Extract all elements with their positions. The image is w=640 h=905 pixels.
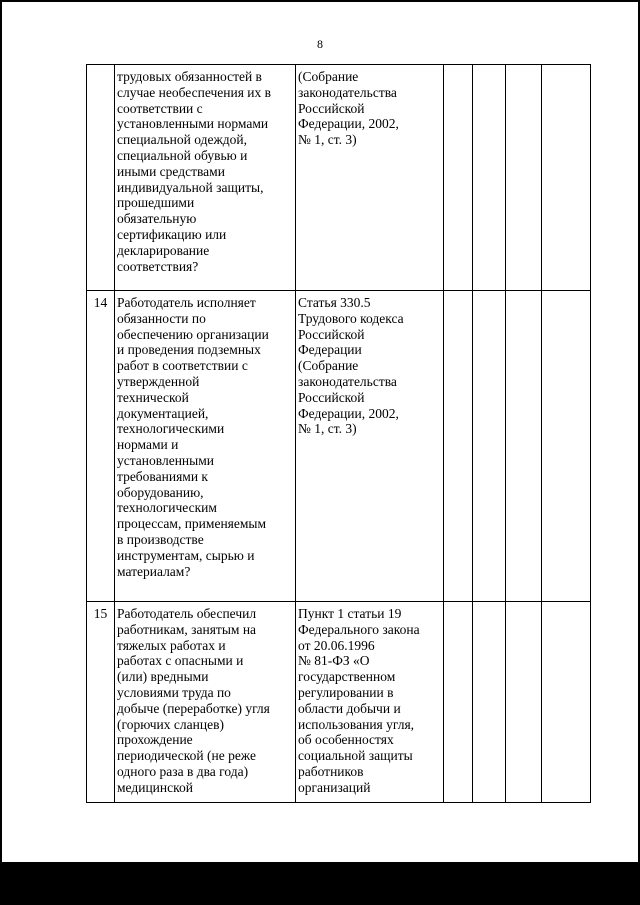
text-line: Федерации xyxy=(298,342,362,358)
text-line: Российской xyxy=(298,326,365,342)
text-line: декларирование xyxy=(117,242,210,258)
text-line: в производстве xyxy=(117,531,204,547)
text-line: Федерации, 2002, xyxy=(298,405,399,421)
text-line: работ в соответствии с xyxy=(117,358,248,374)
reference-cell xyxy=(296,291,444,602)
text-line: (Собрание xyxy=(298,358,359,374)
text-line: Работодатель исполняет xyxy=(117,295,256,310)
text-line: одного раза в два года) xyxy=(117,763,249,779)
text-line: медицинской xyxy=(117,779,193,795)
text-line: соответствия? xyxy=(117,258,199,274)
checklist-rows xyxy=(87,65,591,803)
text-line: условиями труда по xyxy=(117,684,231,700)
text-line: установленными нормами xyxy=(117,116,269,132)
text-line: требованиями к xyxy=(117,468,208,484)
text-line: от 20.06.1996 xyxy=(298,637,375,653)
text-line: (или) вредными xyxy=(117,669,209,685)
text-line: установленными xyxy=(117,452,214,468)
question-cell xyxy=(115,291,296,602)
text-line: утвержденной xyxy=(117,373,200,389)
answer-na-cell xyxy=(506,291,542,602)
text-line: сертификацию или xyxy=(117,226,227,242)
notes-cell xyxy=(542,602,591,803)
text-line: работникам, занятым на xyxy=(117,621,257,637)
text-line: добыче (переработке) угля xyxy=(117,700,270,716)
reference-cell xyxy=(296,602,444,803)
row-number xyxy=(87,65,115,291)
text-line: Российской xyxy=(298,100,365,116)
text-line: специальной одеждой, xyxy=(117,132,248,148)
text-line: тяжелых работах и xyxy=(117,637,226,653)
text-line: индивидуальной защиты, xyxy=(117,179,264,195)
text-line: прошедшими xyxy=(117,195,195,211)
row-number: 15 xyxy=(87,602,115,803)
notes-cell xyxy=(542,291,591,602)
answer-no-cell xyxy=(473,602,506,803)
answer-yes-cell xyxy=(444,65,473,291)
text-line: (горючих сланцев) xyxy=(117,716,224,732)
text-line: работников xyxy=(298,763,364,779)
text-line: Федерации, 2002, xyxy=(298,116,399,132)
text-line: организаций xyxy=(298,779,371,795)
text-line: работах с опасными и xyxy=(117,653,244,669)
text-line: № 1, ст. 3) xyxy=(298,132,357,148)
text-line: технической xyxy=(117,389,189,405)
text-line: государственном xyxy=(298,669,396,685)
text-line: периодической (не реже xyxy=(117,748,256,764)
text-line: документацией, xyxy=(117,405,209,421)
text-line: обеспечению организации xyxy=(117,326,269,342)
notes-cell xyxy=(542,65,591,291)
text-line: и проведения подземных xyxy=(117,342,261,358)
question-cell xyxy=(115,65,296,291)
text-line: процессам, применяемым xyxy=(117,516,267,532)
text-line: Статья 330.5 xyxy=(298,295,371,310)
checklist-table xyxy=(86,64,591,803)
text-line: Российской xyxy=(298,389,365,405)
text-line: технологическим xyxy=(117,500,217,516)
text-line: иными средствами xyxy=(117,163,225,179)
text-line: обязанности по xyxy=(117,310,206,326)
text-line: специальной обувью и xyxy=(117,147,248,163)
text-line: случае необеспечения их в xyxy=(117,84,272,100)
text-line: материалам? xyxy=(117,563,191,579)
row-number: 14 xyxy=(87,291,115,602)
table-row xyxy=(87,291,591,602)
table-row xyxy=(87,602,591,803)
text-line: законодательства xyxy=(298,373,397,389)
answer-no-cell xyxy=(473,291,506,602)
text-line: Работодатель обеспечил xyxy=(117,606,257,621)
text-line: № 81-ФЗ «О xyxy=(298,653,370,669)
text-line: социальной защиты xyxy=(298,748,413,764)
text-line: использования угля, xyxy=(298,716,415,732)
text-line: области добычи и xyxy=(298,700,401,716)
text-line: технологическими xyxy=(117,421,225,437)
text-line: инструментам, сырью и xyxy=(117,547,255,563)
text-line: соответствии с xyxy=(117,100,203,116)
text-line: регулировании в xyxy=(298,684,394,700)
text-line: оборудованию, xyxy=(117,484,204,500)
text-line: № 1, ст. 3) xyxy=(298,421,357,437)
scan-bottom-band xyxy=(0,862,640,905)
table-row xyxy=(87,65,591,291)
text-line: прохождение xyxy=(117,732,193,748)
text-line: законодательства xyxy=(298,84,397,100)
answer-na-cell xyxy=(506,65,542,291)
text-line: нормами и xyxy=(117,437,179,453)
text-line: Пункт 1 статьи 19 xyxy=(298,606,402,621)
text-line: (Собрание xyxy=(298,69,359,84)
text-line: обязательную xyxy=(117,211,197,227)
text-line: трудовых обязанностей в xyxy=(117,69,262,84)
text-line: об особенностях xyxy=(298,732,394,748)
reference-cell xyxy=(296,65,444,291)
answer-yes-cell xyxy=(444,602,473,803)
page-number: 8 xyxy=(317,37,323,51)
answer-no-cell xyxy=(473,65,506,291)
text-line: Трудового кодекса xyxy=(298,310,404,326)
text-line: Федерального закона xyxy=(298,621,420,637)
answer-yes-cell xyxy=(444,291,473,602)
answer-na-cell xyxy=(506,602,542,803)
question-cell xyxy=(115,602,296,803)
